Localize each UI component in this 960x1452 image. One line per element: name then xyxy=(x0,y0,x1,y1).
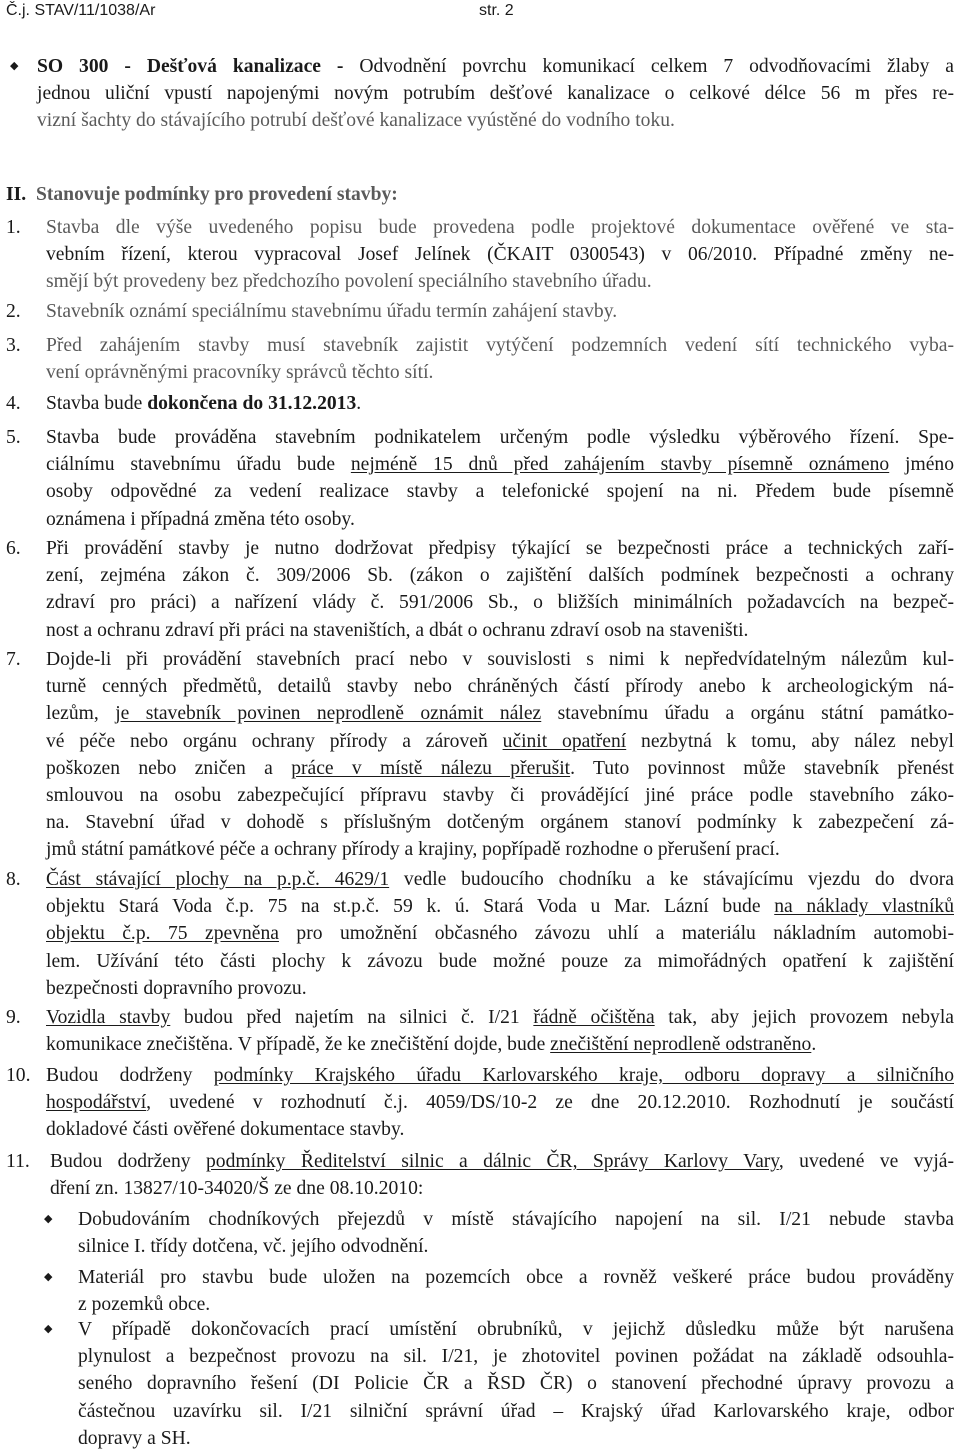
sub-condition-3: V případě dokončovacích prací umístění obrubníků, v jejichž důsledku může být narušena plynulost a bezpečnost provozu na sil. I/21, je zhotovitel povinen požádat na základě odsouhla- seného dopravního řešení (DI Policie ČR a ŘSD ČR) o stanovení přechodné úpravy provozu a částečnou uzavírku sil. I/21 silniční správní úřad – Krajský úřad Karlovarského kraje, odbor dopravy a SH. xyxy=(78,1319,954,1449)
item-number: 11. xyxy=(6,1151,30,1172)
bullet-icon: ◆ xyxy=(44,1213,53,1225)
page-header xyxy=(6,0,956,24)
condition-item-4: Stavba bude dokončena do 31.12.2013. xyxy=(46,393,362,414)
condition-item-1: Stavba dle výše uvedeného popisu bude provedena podle projektové dokumentace ověřené ve sta- vebním řízení, kterou vypracoval Josef Jelínek (ČKAIT 0300543) v 06/2010. Případné změny ne- smějí být provedeny bez předchozího povolení speciálního stavebního úřadu. xyxy=(46,217,954,293)
condition-item-2: Stavebník oznámí speciálnímu stavebnímu úřadu termín zahájení stavby. xyxy=(46,301,618,322)
item-number: 1. xyxy=(6,217,21,238)
item-number: 10. xyxy=(6,1065,31,1086)
item-number: 6. xyxy=(6,538,21,559)
condition-item-10: Budou dodrženy podmínky Krajského úřadu Karlovarského kraje, odboru dopravy a silničního hospodářství, uvedené v rozhodnutí č.j. 4059/DS/10-2 ze dne 20.12.2010. Rozhodnutí je součástí dokladové části ověřené dokumentace stavby. xyxy=(46,1065,954,1141)
item-number: 7. xyxy=(6,649,21,670)
item-number: 5. xyxy=(6,427,21,448)
item-number: 9. xyxy=(6,1007,21,1028)
sub-condition-1: Dobudováním chodníkových přejezdů v místě stávajícího napojení na sil. I/21 nebude stavba silnice I. třídy dotčena, vč. jejího odvodnění. xyxy=(78,1209,954,1258)
page-number: str. 2 xyxy=(479,2,514,19)
condition-item-6: Při provádění stavby je nutno dodržovat předpisy týkající se bezpečnosti práce a technických zaří- zení, zejména zákon č. 309/2006 Sb. (zákon o zajištění dalších podmínek bezpečnosti a ochrany zdraví pro práci) a nařízení vlády č. 591/2006 Sb., o bližších minimálních požadavcích na bezpeč- nost a ochranu zdraví při práci na staveništích, a dbát o ochranu zdraví osob na staveništi. xyxy=(46,538,954,641)
condition-item-8: Část stávající plochy na p.p.č. 4629/1 vedle budoucího chodníku a ke stávajícímu vjezdu do dvora objektu Stará Voda č.p. 75 na st.p.č. 59 k. ú. Stará Voda u Mar. Lázní bude na náklady vlastníků objektu č.p. 75 zpevněna pro umožnění občasného závozu uhlí a materiálu nákladním automobi- lem. Užívání této části plochy k závozu bude možné pouze za mimořádných opatření k zajištění bezpečnosti dopravního provozu. xyxy=(46,869,954,999)
condition-item-5: Stavba bude prováděna stavebním podnikatelem určeným podle výsledku výběrového řízení. Spe- ciálnímu stavebnímu úřadu bude nejméně 15 dnů před zahájením stavby písemně oznámeno jméno osoby odpovědné za vedení realizace stavby a telefonické spojení na ni. Předem bude písemně oznámena i případná změna této osoby. xyxy=(46,427,955,530)
condition-item-7: Dojde-li při provádění stavebních prací nebo v souvislosti s nimi k nepředvídatelným nálezům kul- turně cenných předmětů, detailů stavby nebo chráněných částí přírody anebo k archeologickým ná- lezům, je stavebník povinen neprodleně oznámit nález stavebnímu úřadu a orgánu státní památko- vé péče nebo orgánu ochrany přírody a zároveň učinit opatření nezbytná k tomu, aby nález nebyl poškozen nebo zničen a práce v místě nálezu přerušit. Tuto povinnost může stavebník přenést smlouvou na osobu zabezpečující přípravu stavby či provádějící jiné práce podle stavebního záko- na. Stavební úřad v dohodě s příslušným dotčeným orgánem stanoví podmínky k zabezpečení zá- jmů státní památkové péče a ochrany přírody a krajiny, popřípadě rozhodne o přerušení prací. xyxy=(46,649,955,861)
bullet-icon: ◆ xyxy=(10,60,19,72)
section-heading: II. Stanovuje podmínky pro provedení stavby: xyxy=(6,184,398,205)
item-number: 4. xyxy=(6,393,21,414)
sub-condition-2: Materiál pro stavbu bude uložen na pozemcích obce a rovněž veškeré práce budou prováděny z pozemků obce. xyxy=(78,1267,954,1316)
condition-item-9: Vozidla stavby budou před najetím na silnici č. I/21 řádně očištěna tak, aby jejich provozem nebyla komunikace znečištěna. V případě, že ke znečištění dojde, bude znečištění neprodleně odstraněno. xyxy=(46,1007,954,1056)
condition-item-3: Před zahájením stavby musí stavebník zajistit vytýčení podzemních vedení sítí technického vyba- vení oprávněnými pracovníky správců těchto sítí. xyxy=(46,335,954,384)
item-number: 8. xyxy=(6,869,21,890)
item-number: 3. xyxy=(6,335,21,356)
so300-paragraph: SO 300 - Dešťová kanalizace - Odvodnění povrchu komunikací celkem 7 odvodňovacími žlaby a jednou uliční vpustí napojenými novým potrubím dešťové kanalizace o celkové délce 56 m přes re- vizní šachty do stávajícího potrubí dešťové kanalizace vyústěné do vodního toku. xyxy=(37,56,955,132)
bullet-icon: ◆ xyxy=(44,1323,53,1335)
bullet-icon: ◆ xyxy=(44,1271,53,1283)
item-number: 2. xyxy=(6,301,21,322)
reference-number: Č.j. STAV/11/1038/Ar xyxy=(6,2,156,19)
condition-item-11: Budou dodrženy podmínky Ředitelství silnic a dálnic ČR, Správy Karlovy Vary, uvedené ve vyjá- dření zn. 13827/10-34020/Š ze dne 08.10.2010: xyxy=(50,1151,954,1200)
